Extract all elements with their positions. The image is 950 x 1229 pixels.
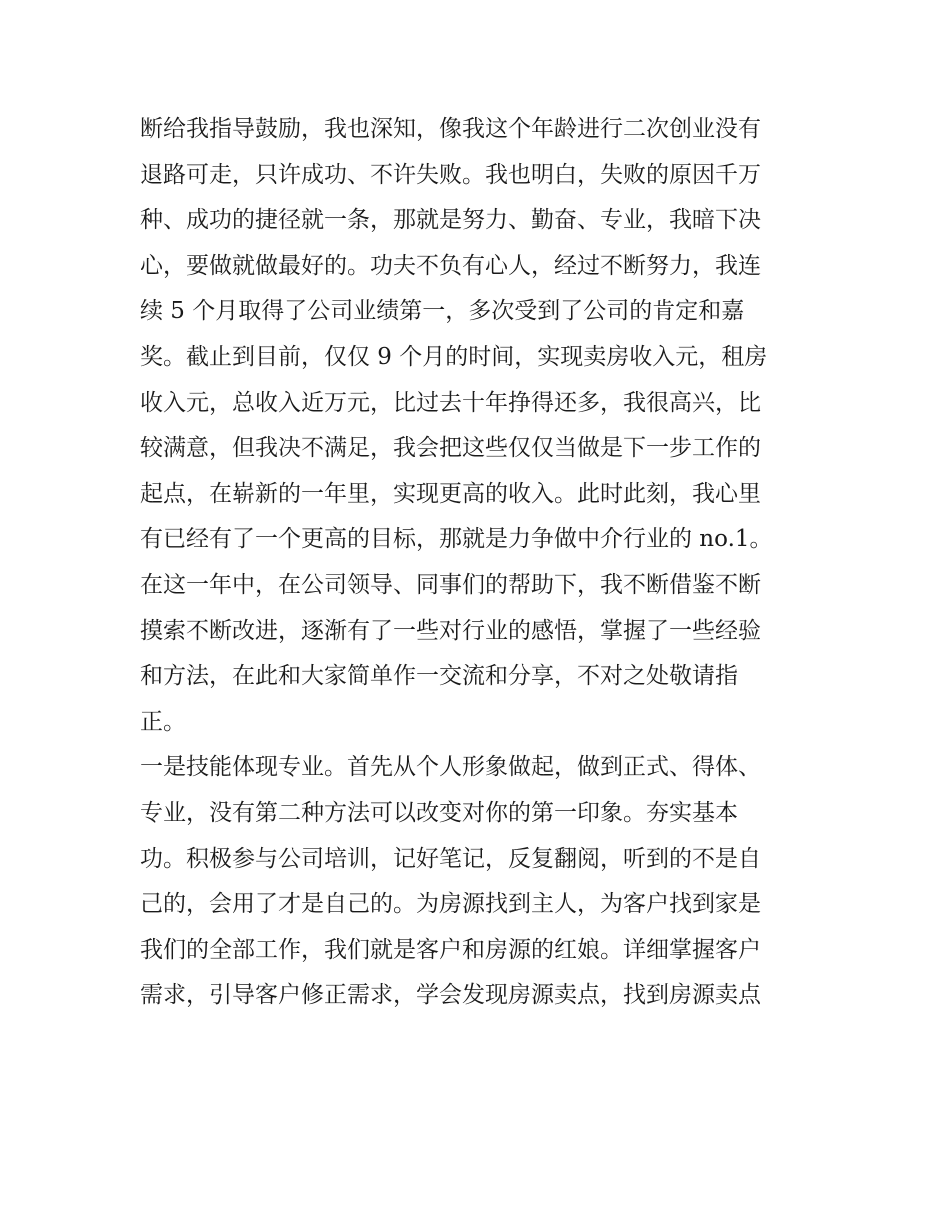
text-line: 和方法，在此和大家简单作一交流和分享，不对之处敬请指 [140, 663, 738, 690]
text-line: 有已经有了一个更高的目标，那就是力争做中介行业的 no.1。 [140, 526, 773, 553]
text-line: 退路可走，只许成功、不许失败。我也明白，失败的原因千万 [140, 161, 761, 188]
text-line: 收入元，总收入近万元，比过去十年挣得还多，我很高兴，比 [140, 389, 761, 416]
text-line: 己的，会用了才是自己的。为房源找到主人，为客户找到家是 [140, 891, 761, 918]
text-line: 起点，在崭新的一年里，实现更高的收入。此时此刻，我心里 [140, 480, 761, 507]
text-line: 在这一年中，在公司领导、同事们的帮助下，我不断借鉴不断 [140, 571, 761, 598]
text-line: 种、成功的捷径就一条，那就是努力、勤奋、专业，我暗下决 [140, 207, 761, 234]
text-line: 正。 [140, 708, 186, 735]
text-line: 需求，引导客户修正需求，学会发现房源卖点，找到房源卖点 [140, 982, 761, 1009]
body-text [140, 107, 820, 1019]
text-line: 奖。截止到目前，仅仅 9 个月的时间，实现卖房收入元，租房 [140, 343, 768, 370]
text-line: 较满意，但我决不满足，我会把这些仅仅当做是下一步工作的 [140, 435, 761, 462]
text-line: 功。积极参与公司培训，记好笔记，反复翻阅，听到的不是自 [140, 845, 761, 872]
text-line: 我们的全部工作，我们就是客户和房源的红娘。详细掌握客户 [140, 936, 761, 963]
text-line: 断给我指导鼓励，我也深知，像我这个年龄进行二次创业没有 [140, 116, 761, 142]
text-line: 心，要做就做最好的。功夫不负有心人，经过不断努力，我连 [140, 252, 761, 279]
text-line: 一是技能体现专业。首先从个人形象做起，做到正式、得体、 [140, 754, 761, 781]
text-line: 续 5 个月取得了公司业绩第一，多次受到了公司的肯定和嘉 [140, 298, 745, 325]
text-line: 专业，没有第二种方法可以改变对你的第一印象。夯实基本 [140, 799, 738, 826]
text-line: 摸索不断改进，逐渐有了一些对行业的感悟，掌握了一些经验 [140, 617, 761, 644]
